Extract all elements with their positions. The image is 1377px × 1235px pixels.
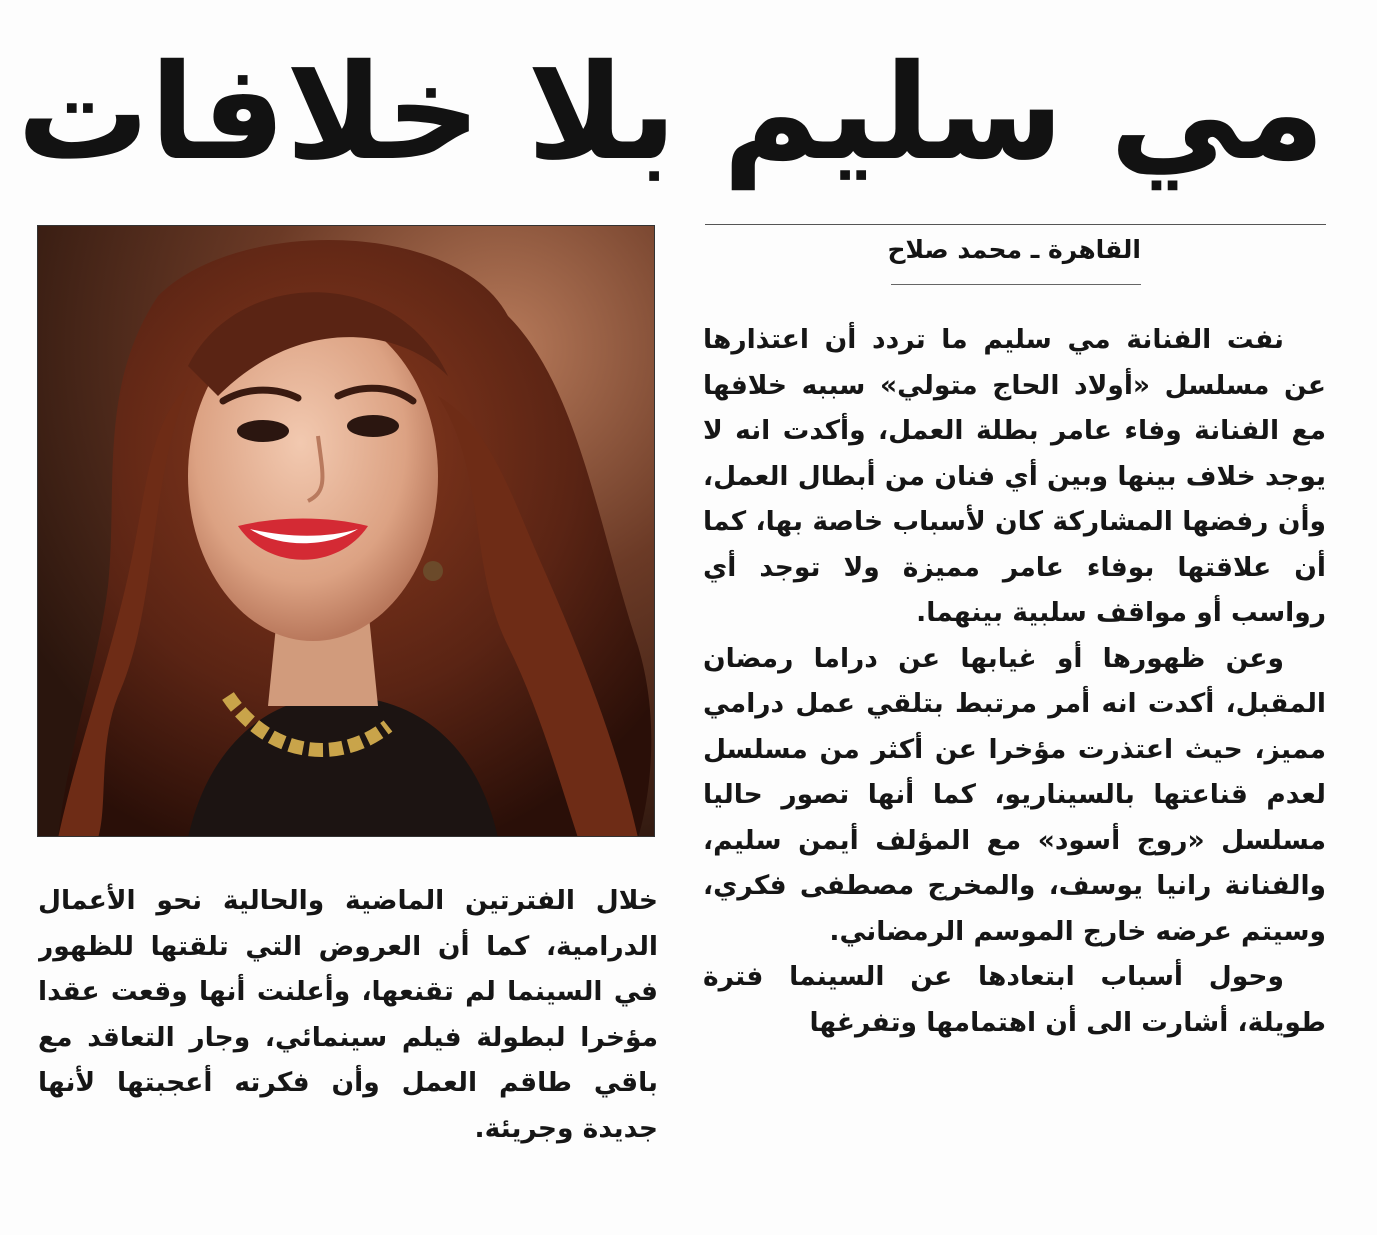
article-column-left bbox=[38, 878, 658, 1168]
paragraph-3: وحول أسباب ابتعادها عن السينما فترة طويلة، أشارت الى أن اهتمامها وتفرغها bbox=[703, 961, 1326, 1038]
byline: القاهرة ـ محمد صلاح bbox=[887, 235, 1141, 264]
paragraph-4: خلال الفترتين الماضية والحالية نحو الأعمال الدرامية، كما أن العروض التي تلقتها للظهور في السينما لم تقنعها، وأعلنت أنها وقعت عقدا مؤخرا لبطولة فيلم سينمائي، وجار التعاقد مع باقي طاقم العمل وأن فكرته أعجبتها لأنها جديدة وجريئة. bbox=[38, 885, 658, 1144]
paragraph-1: نفت الفنانة مي سليم ما تردد أن اعتذارها عن مسلسل «أولاد الحاج متولي» سببه خلافها مع الفنانة وفاء عامر بطلة العمل، وأكدت انه لا يوجد خلاف بينها وبين أي فنان من أبطال العمل، وأن رفضها المشاركة كان لأسباب خاصة بها، كما أن علاقتها بوفاء عامر مميزة ولا توجد أي رواسب أو مواقف سلبية بينهما. bbox=[703, 324, 1326, 628]
byline-bottom-rule bbox=[891, 284, 1141, 285]
portrait-illustration bbox=[38, 226, 655, 837]
byline-top-rule bbox=[705, 224, 1326, 225]
portrait-photo bbox=[37, 225, 655, 837]
article-column-right bbox=[703, 317, 1326, 1177]
headline: مي سليم بلا خلافات bbox=[16, 36, 1325, 190]
paragraph-2: وعن ظهورها أو غيابها عن دراما رمضان المقبل، أكدت انه أمر مرتبط بتلقي عمل درامي مميز، حيث اعتذرت مؤخرا عن أكثر من مسلسل لعدم قناعتها بالسيناريو، كما أنها تصور حاليا مسلسل «روج أسود» مع المؤلف أيمن سليم، والفنانة رانيا يوسف، والمخرج مصطفى فكري، وسيتم عرضه خارج الموسم الرمضاني. bbox=[703, 642, 1326, 947]
